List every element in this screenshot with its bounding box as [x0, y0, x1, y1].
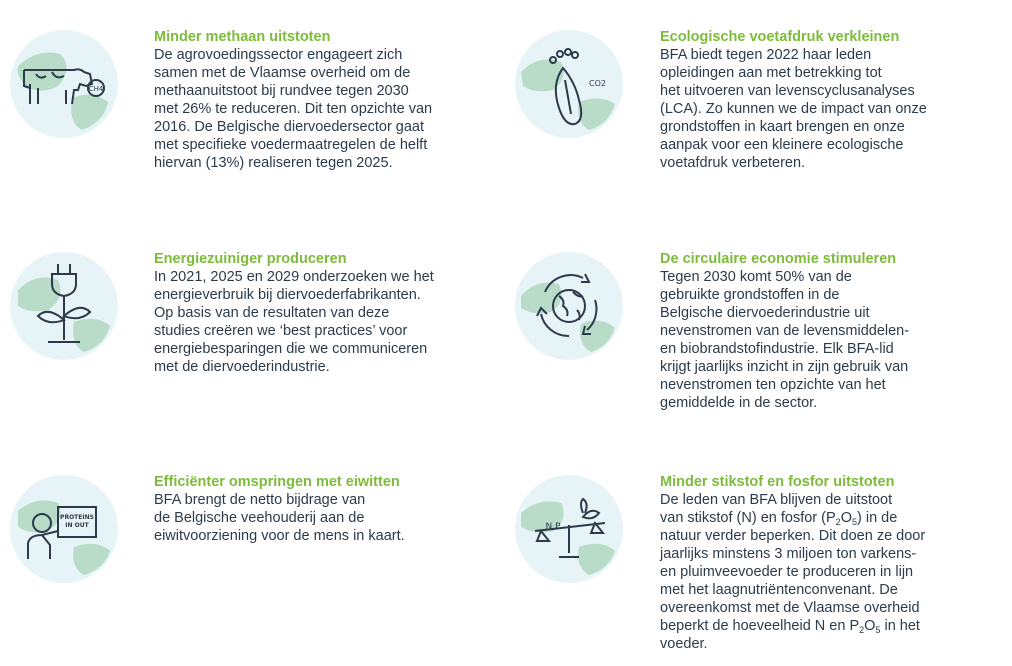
- co2-label: CO2: [589, 79, 606, 88]
- body-nitrogen: [660, 491, 990, 653]
- title-methane: Minder methaan uitstoten: [154, 29, 331, 45]
- presenter-board-icon: [8, 473, 120, 585]
- circular-globe-icon: [513, 250, 625, 362]
- title-proteins: Efficiënter omspringen met eiwitten: [154, 474, 400, 490]
- cow-icon: [8, 28, 120, 140]
- title-energy: Energiezuiniger produceren: [154, 251, 347, 267]
- body-part: O: [864, 618, 876, 634]
- body-circular: Tegen 2030 komt 50% van de gebruikte grondstoffen in de Belgische diervoederindustrie uit nevenstromen van de levensmiddelen- en biobrandstofindustrie. Elk BFA-lid krijgt jaarlijks inzicht in zijn gebruik van nevenstromen ten opzichte van het gemiddelde in de sector.: [660, 269, 910, 411]
- title-footprint: Ecologische voetafdruk verkleinen: [660, 29, 900, 45]
- svg-text:IN OUT: IN OUT: [65, 522, 89, 529]
- body-part: De leden van BFA blijven de uitstoot van stikstof (N) en fosfor (P: [660, 492, 893, 526]
- scale-icon: [513, 473, 625, 585]
- plug-plant-icon: [8, 250, 120, 362]
- subscript: 2: [859, 625, 865, 635]
- np-label: N P: [545, 522, 561, 532]
- subscript: 5: [851, 517, 857, 527]
- body-energy: In 2021, 2025 en 2029 onderzoeken we het energieverbruik bij diervoederfabrikanten. Op basis van de resultaten van deze studies creëren we ‘best practices’ voor energiebesparingen die we communiceren met de diervoederindustrie.: [154, 269, 434, 375]
- body-part: ) in de natuur verder beperken. Dit doen ze door jaarlijks minstens 3 miljoen ton varkens- en pluimveevoeder te produceren in lijn met het laagnutriëntenconvenant. De overeenkomst met de Vlaamse overheid beperkt de hoeveelheid N en P: [660, 510, 926, 634]
- title-nitrogen: Minder stikstof en fosfor uitstoten: [660, 474, 895, 490]
- footprint-icon: [513, 28, 625, 140]
- subscript: 2: [835, 517, 841, 527]
- body-part: O: [840, 510, 852, 526]
- body-footprint: BFA biedt tegen 2022 haar leden opleidingen aan met betrekking tot het uitvoeren van levenscyclusanalyses (LCA). Zo kunnen we de impact van onze grondstoffen in kaart brengen en onze aanpak voor een kleinere ecologische voetafdruk verbeteren.: [660, 47, 927, 171]
- body-part: in het voeder.: [660, 618, 920, 652]
- body-proteins: BFA brengt de netto bijdrage van de Belgische veehouderij aan de eiwitvoorziening voor de mens in kaart.: [154, 492, 405, 544]
- svg-text:PROTEINS: PROTEINS: [60, 514, 94, 521]
- body-methane: De agrovoedingssector engageert zich samen met de Vlaamse overheid om de methaanuitstoot bij rundvee tegen 2030 met 26% te reduceren. Dit ten opzichte van 2016. De Belgische diervoedersector gaat met specifieke voedermaatregelen de helft hiervan (13%) realiseren tegen 2025.: [154, 47, 433, 171]
- title-circular: De circulaire economie stimuleren: [660, 251, 897, 267]
- subscript: 5: [875, 625, 881, 635]
- ch4-label: CH4: [88, 85, 104, 93]
